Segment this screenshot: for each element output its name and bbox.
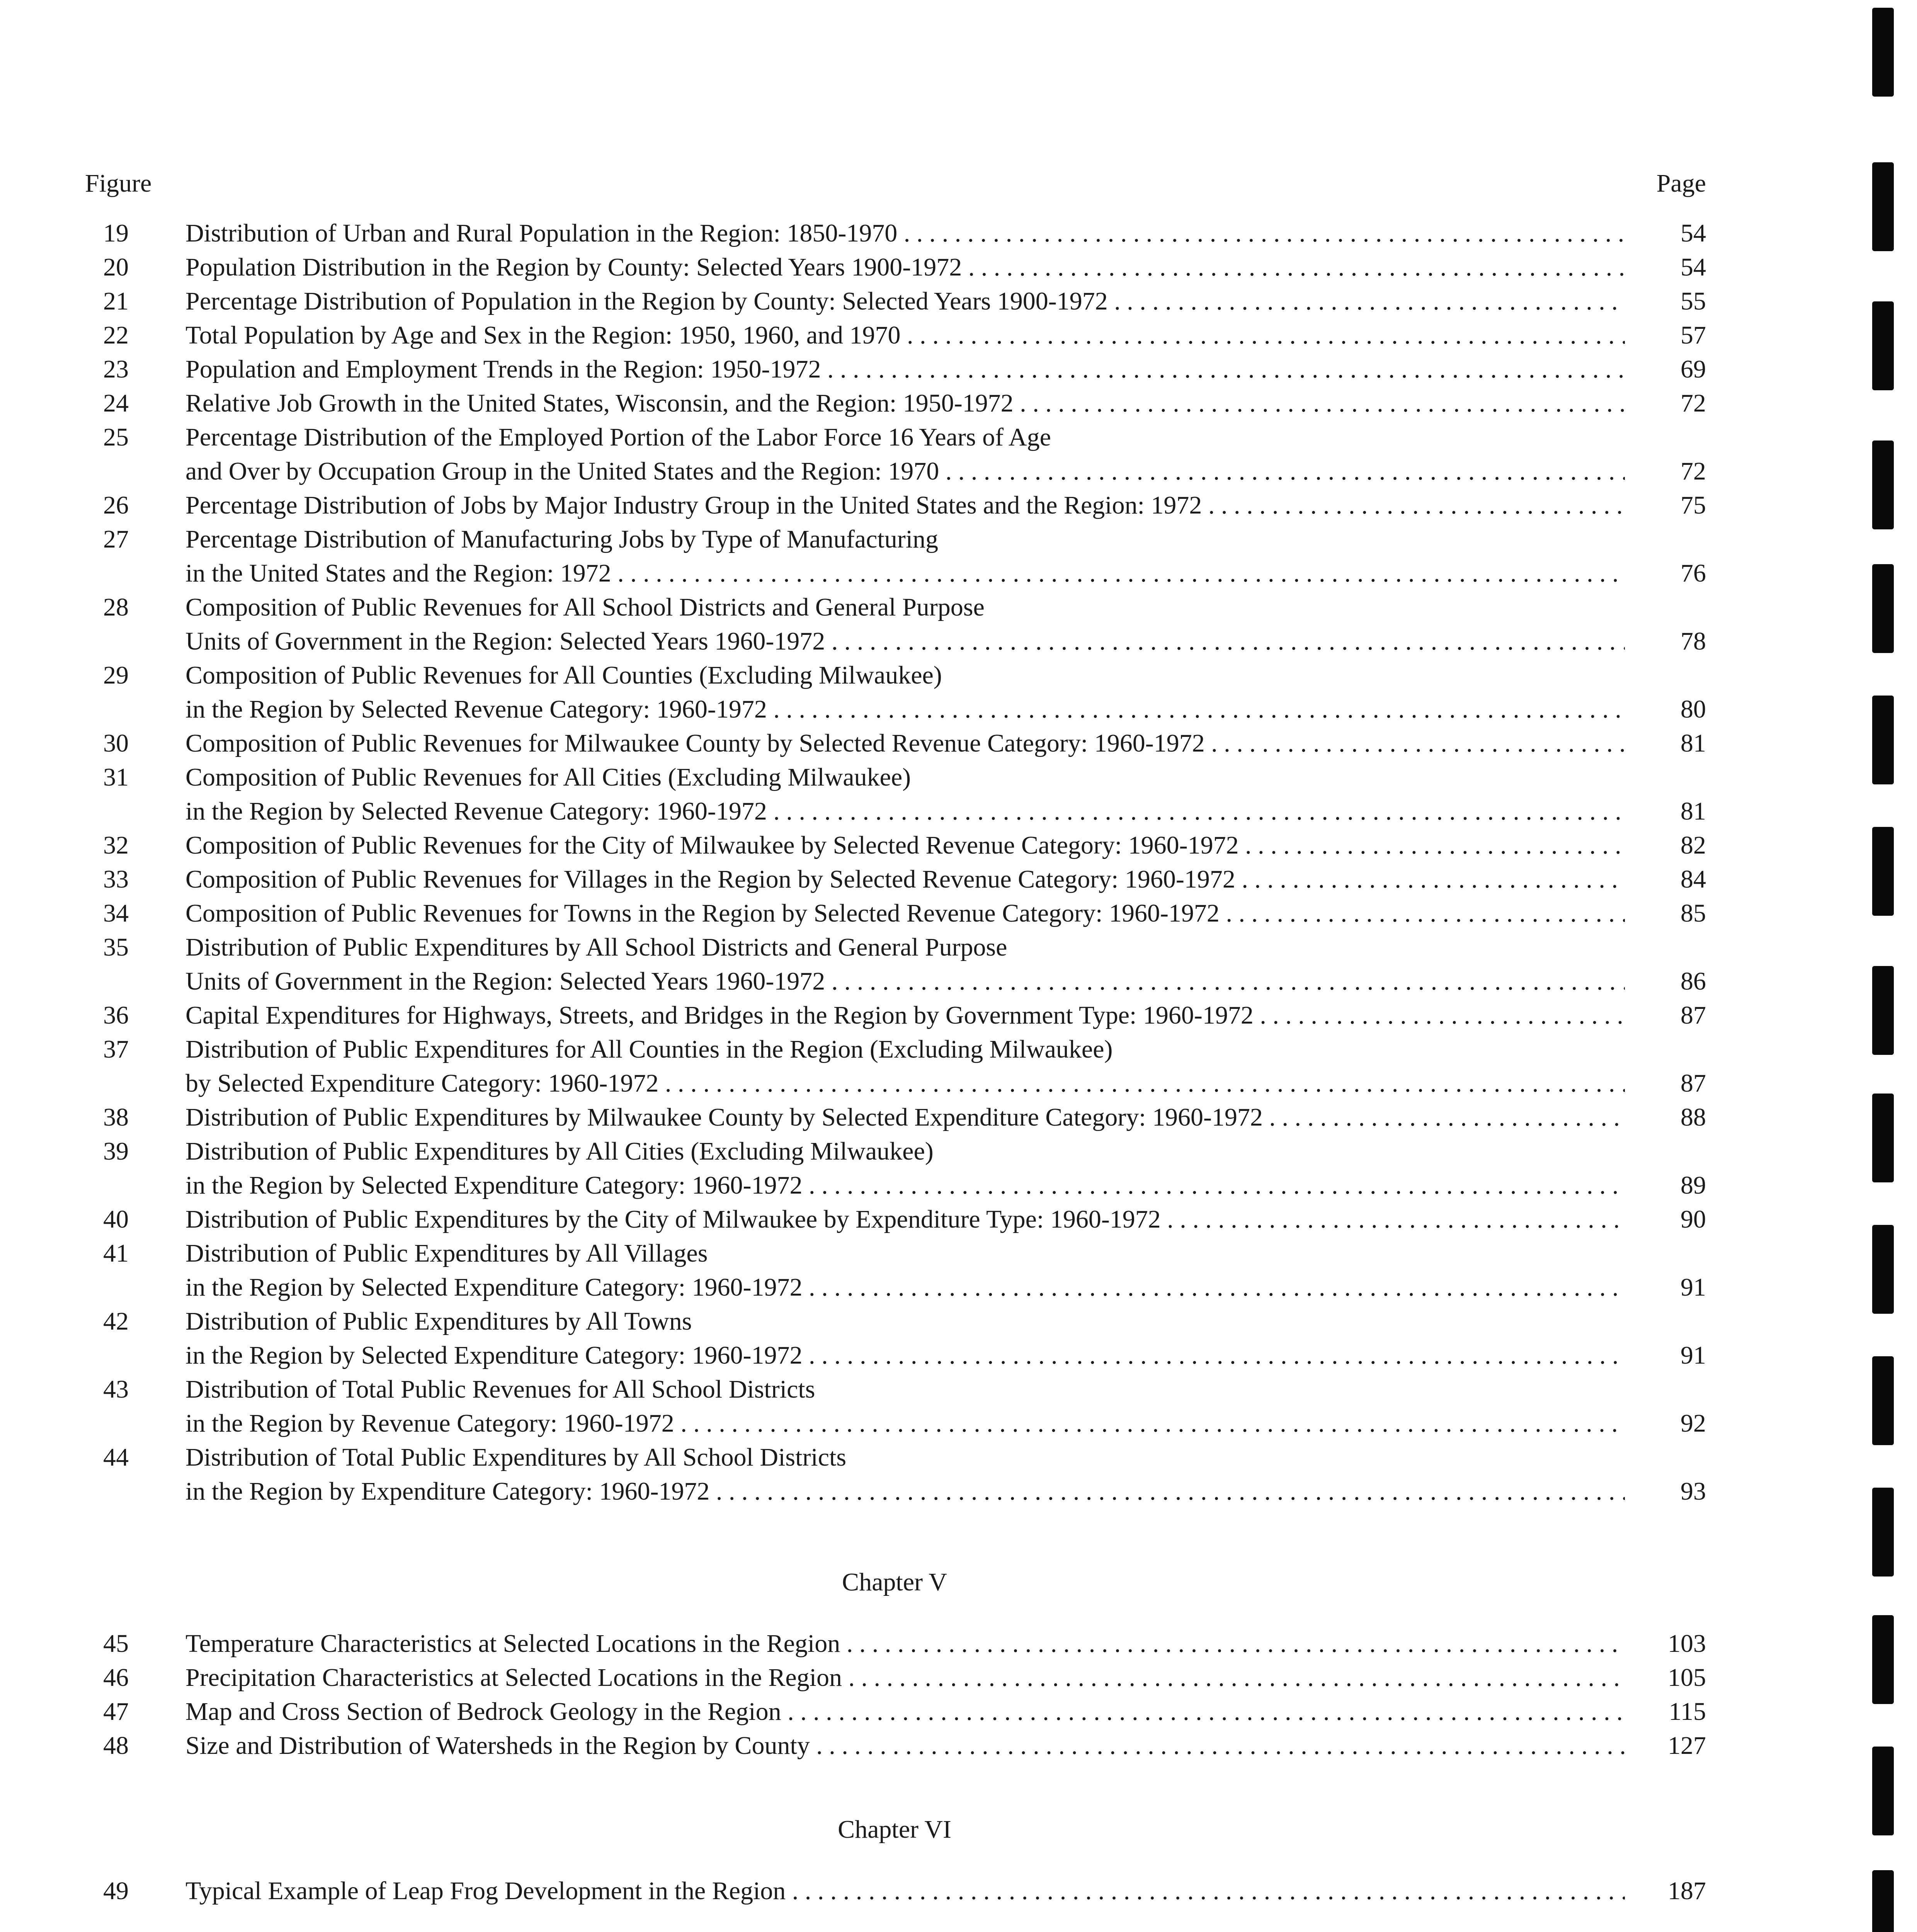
page-reference: 81 (1681, 797, 1706, 825)
figure-title: Typical Example of Leap Frog Development in the Region . . . (185, 1874, 1625, 1908)
figure-title: in the United States and the Region: 1972 . . . (185, 556, 1625, 590)
binding-mark (1872, 966, 1894, 1055)
list-item (85, 1729, 1706, 1763)
list-item (85, 896, 1706, 930)
page-reference: 55 (1681, 287, 1706, 315)
list-item (85, 488, 1706, 522)
page-reference: 92 (1681, 1409, 1706, 1437)
page-reference: 54 (1681, 253, 1706, 281)
figure-number: 40 (103, 1205, 129, 1233)
figure-title: Population and Employment Trends in the Region: 1950-1972 . . . (185, 352, 1625, 386)
figure-title: Percentage Distribution of Population in the Region by County: Selected Years 1900-1972 . . . (185, 284, 1625, 318)
figure-number: 31 (103, 763, 129, 791)
list-item (85, 216, 1706, 250)
page-reference: 69 (1681, 355, 1706, 383)
figure-entry-group (85, 1874, 1706, 1908)
list-item (85, 1695, 1706, 1729)
figure-title: in the Region by Selected Revenue Category: 1960-1972 . . . (185, 692, 1625, 726)
list-item (85, 590, 1706, 624)
figure-title: Distribution of Public Expenditures by the City of Milwaukee by Expenditure Type: 1960-1972 . . . (185, 1202, 1625, 1236)
figure-number: 27 (103, 525, 129, 553)
figure-number: 19 (103, 219, 129, 247)
figure-title: in the Region by Selected Expenditure Category: 1960-1972 . . . (185, 1338, 1625, 1372)
figure-number: 36 (103, 1001, 129, 1029)
figure-title: Map and Cross Section of Bedrock Geology in the Region . . . (185, 1695, 1625, 1729)
figure-number: 46 (103, 1663, 129, 1692)
list-item (85, 930, 1706, 964)
page-reference: 75 (1681, 491, 1706, 519)
binding-mark (1872, 301, 1894, 390)
list-item (85, 1372, 1706, 1406)
figure-title: Total Population by Age and Sex in the Region: 1950, 1960, and 1970 . . . (185, 318, 1625, 352)
figure-title: Relative Job Growth in the United States, Wisconsin, and the Region: 1950-1972 . . . (185, 386, 1625, 420)
list-item (85, 1100, 1706, 1134)
list-item (85, 284, 1706, 318)
figure-title: Composition of Public Revenues for the City of Milwaukee by Selected Revenue Category: 1960-1972 . . . (185, 828, 1625, 862)
figure-title: Distribution of Public Expenditures by Milwaukee County by Selected Expenditure Category: 1960-1972 . . . (185, 1100, 1625, 1134)
list-item (85, 1134, 1706, 1168)
binding-mark (1872, 1225, 1894, 1314)
list-item (85, 420, 1706, 454)
list-item (85, 1304, 1706, 1338)
list-item (85, 522, 1706, 556)
list-item (85, 998, 1706, 1032)
figure-title: Population Distribution in the Region by County: Selected Years 1900-1972 . . . (185, 250, 1625, 284)
figure-number: 45 (103, 1629, 129, 1658)
list-item (85, 726, 1706, 760)
list-item (85, 760, 1706, 794)
chapter-heading: Chapter V (842, 1568, 947, 1596)
figure-number: 49 (103, 1877, 129, 1905)
figure-number: 24 (103, 389, 129, 417)
figure-title: in the Region by Selected Expenditure Category: 1960-1972 . . . (185, 1270, 1625, 1304)
figure-number: 32 (103, 831, 129, 859)
page-reference: 81 (1681, 729, 1706, 757)
binding-mark (1872, 440, 1894, 529)
page-reference: 87 (1681, 1069, 1706, 1097)
list-item (85, 1406, 1706, 1440)
figure-number: 37 (103, 1035, 129, 1063)
figure-number: 41 (103, 1239, 129, 1267)
figure-title: by Selected Expenditure Category: 1960-1972 . . . (185, 1066, 1625, 1100)
page-reference: 90 (1681, 1205, 1706, 1233)
chapter-heading: Chapter VI (838, 1815, 951, 1844)
figure-title: Composition of Public Revenues for Milwaukee County by Selected Revenue Category: 1960-1972 . . . (185, 726, 1625, 760)
figure-number: 35 (103, 933, 129, 961)
list-item (85, 352, 1706, 386)
list-item (85, 1168, 1706, 1202)
figure-number: 28 (103, 593, 129, 621)
list-item (85, 1066, 1706, 1100)
list-item (85, 862, 1706, 896)
list-item (85, 318, 1706, 352)
list-item (85, 1202, 1706, 1236)
list-item (85, 828, 1706, 862)
figure-number: 44 (103, 1443, 129, 1471)
page-reference: 80 (1681, 695, 1706, 723)
list-item (85, 386, 1706, 420)
figure-title: Composition of Public Revenues for Villages in the Region by Selected Revenue Category: 1960-1972 . . . (185, 862, 1625, 896)
list-item (85, 556, 1706, 590)
figure-number: 43 (103, 1375, 129, 1403)
figure-title: Distribution of Public Expenditures by All Towns (185, 1307, 692, 1335)
figure-title: in the Region by Revenue Category: 1960-1972 . . . (185, 1406, 1625, 1440)
list-item (85, 692, 1706, 726)
list-item (85, 1661, 1706, 1695)
figure-title: Composition of Public Revenues for Towns in the Region by Selected Revenue Category: 1960-1972 . . . (185, 896, 1625, 930)
figure-title: Composition of Public Revenues for All Cities (Excluding Milwaukee) (185, 763, 911, 791)
page-reference: 76 (1681, 559, 1706, 587)
figure-title: Percentage Distribution of Manufacturing Jobs by Type of Manufacturing (185, 525, 939, 553)
figure-title: Distribution of Public Expenditures by All Villages (185, 1239, 708, 1267)
figure-number: 33 (103, 865, 129, 893)
page-reference: 84 (1681, 865, 1706, 893)
page-reference: 82 (1681, 831, 1706, 859)
figure-title: Temperature Characteristics at Selected Locations in the Region . . . (185, 1627, 1625, 1661)
list-item (85, 624, 1706, 658)
figure-title: Distribution of Public Expenditures by All Cities (Excluding Milwaukee) (185, 1137, 934, 1165)
figure-title: in the Region by Selected Expenditure Category: 1960-1972 . . . (185, 1168, 1625, 1202)
list-item (85, 964, 1706, 998)
figure-title: Units of Government in the Region: Selected Years 1960-1972 . . . (185, 624, 1625, 658)
binding-mark (1872, 1488, 1894, 1577)
page-column-header: Page (1656, 169, 1706, 197)
binding-mark (1872, 827, 1894, 916)
page-reference: 72 (1681, 389, 1706, 417)
list-item (85, 1874, 1706, 1908)
page-reference: 57 (1681, 321, 1706, 349)
list-item (85, 1270, 1706, 1304)
figure-number: 22 (103, 321, 129, 349)
figure-title: Composition of Public Revenues for All Counties (Excluding Milwaukee) (185, 661, 942, 689)
figure-title: Distribution of Public Expenditures by All School Districts and General Purpose (185, 933, 1007, 961)
page-reference: 91 (1681, 1341, 1706, 1369)
figure-title: Capital Expenditures for Highways, Streets, and Bridges in the Region by Government Type: 1960-1972 . . . (185, 998, 1625, 1032)
page-reference: 93 (1681, 1477, 1706, 1505)
page-reference: 88 (1681, 1103, 1706, 1131)
figure-number: 34 (103, 899, 129, 927)
list-item (85, 1236, 1706, 1270)
list-item (85, 794, 1706, 828)
figure-number: 21 (103, 287, 129, 315)
figure-title: Composition of Public Revenues for All School Districts and General Purpose (185, 593, 985, 621)
figure-title: Percentage Distribution of Jobs by Major Industry Group in the United States and the Region: 1972 . . . (185, 488, 1625, 522)
figure-number: 47 (103, 1697, 129, 1726)
figure-title: in the Region by Selected Revenue Category: 1960-1972 . . . (185, 794, 1625, 828)
figure-title: Percentage Distribution of the Employed Portion of the Labor Force 16 Years of Age (185, 423, 1051, 451)
figure-number: 39 (103, 1137, 129, 1165)
binding-mark (1872, 8, 1894, 97)
page-reference: 78 (1681, 627, 1706, 655)
figure-title: Distribution of Total Public Expenditures by All School Districts (185, 1443, 847, 1471)
figure-title: Size and Distribution of Watersheds in the Region by County . . . (185, 1729, 1625, 1763)
figure-number: 42 (103, 1307, 129, 1335)
figure-number: 48 (103, 1731, 129, 1760)
page-reference: 89 (1681, 1171, 1706, 1199)
figure-number: 25 (103, 423, 129, 451)
figure-title: Distribution of Public Expenditures for All Counties in the Region (Excluding Milwaukee) (185, 1035, 1113, 1063)
page-reference: 105 (1668, 1663, 1706, 1692)
figure-title: Precipitation Characteristics at Selected Locations in the Region . . . (185, 1661, 1625, 1695)
list-item (85, 454, 1706, 488)
binding-mark (1872, 162, 1894, 251)
page-reference: 85 (1681, 899, 1706, 927)
page-reference: 91 (1681, 1273, 1706, 1301)
page-reference: 87 (1681, 1001, 1706, 1029)
binding-mark (1872, 1356, 1894, 1445)
binding-mark (1872, 1094, 1894, 1182)
binding-mark (1872, 564, 1894, 653)
figure-number: 30 (103, 729, 129, 757)
page-reference: 86 (1681, 967, 1706, 995)
list-item (85, 1032, 1706, 1066)
list-item (85, 658, 1706, 692)
page-reference: 187 (1668, 1877, 1706, 1905)
page-reference: 72 (1681, 457, 1706, 485)
page-reference: 115 (1669, 1697, 1706, 1726)
figure-title: and Over by Occupation Group in the United States and the Region: 1970 . . . (185, 454, 1625, 488)
figure-number: 26 (103, 491, 129, 519)
binding-mark (1872, 1870, 1894, 1932)
figure-entry-group (85, 1627, 1706, 1763)
figure-number: 29 (103, 661, 129, 689)
binding-mark (1872, 696, 1894, 784)
list-item (85, 1338, 1706, 1372)
list-item (85, 1475, 1706, 1509)
binding-mark (1872, 1615, 1894, 1704)
figure-number: 38 (103, 1103, 129, 1131)
page-reference: 54 (1681, 219, 1706, 247)
figure-title: Units of Government in the Region: Selected Years 1960-1972 . . . (185, 964, 1625, 998)
page-reference: 103 (1668, 1629, 1706, 1658)
figure-title: in the Region by Expenditure Category: 1960-1972 . . . (185, 1475, 1625, 1509)
figure-number: 23 (103, 355, 129, 383)
figure-title: Distribution of Total Public Revenues for All School Districts (185, 1375, 815, 1403)
list-item (85, 1440, 1706, 1475)
figure-column-header: Figure (85, 169, 152, 197)
page-reference: 127 (1668, 1731, 1706, 1760)
list-item (85, 1627, 1706, 1661)
figure-entry-group (85, 216, 1706, 1509)
figure-title: Distribution of Urban and Rural Population in the Region: 1850-1970 . . . (185, 216, 1625, 250)
figure-number: 20 (103, 253, 129, 281)
binding-mark (1872, 1747, 1894, 1835)
list-item (85, 250, 1706, 284)
